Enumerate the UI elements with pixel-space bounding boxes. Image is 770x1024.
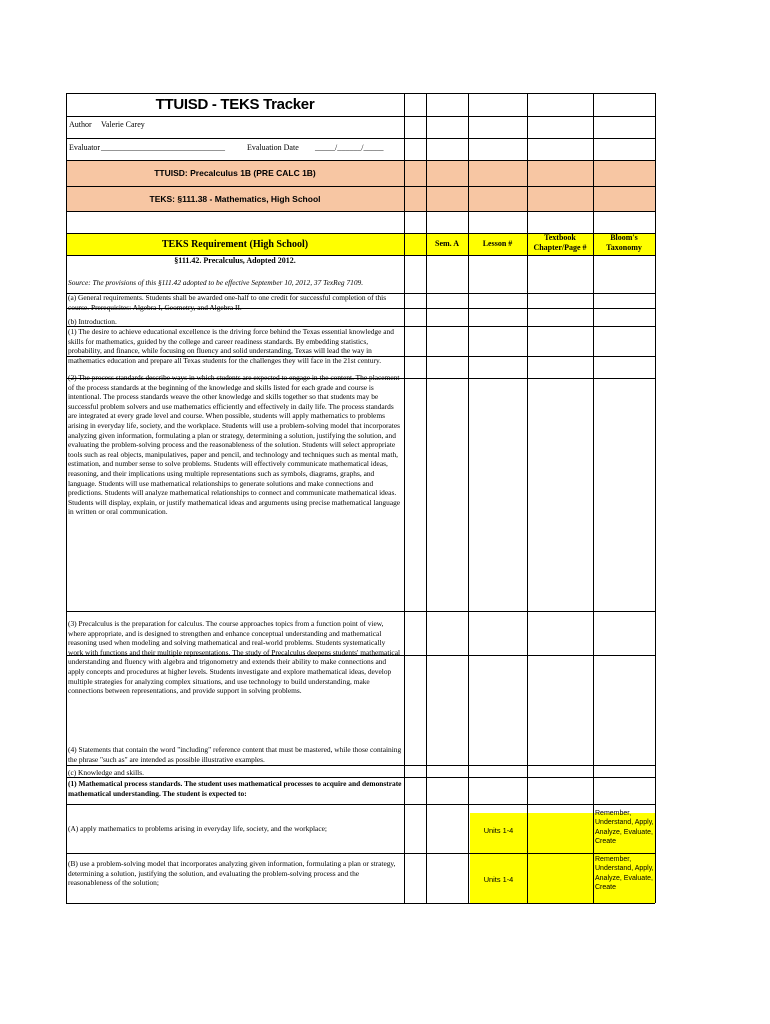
introduction-heading: (b) Introduction. — [68, 317, 117, 326]
evaluation-date-field[interactable]: _____/______/_____ — [315, 143, 384, 152]
introduction-paragraph-1: (1) The desire to achieve educational excellence is the driving force behind the Texas essential knowledge and skills for mathematics, guided by the college and career readiness standards. By embedding statistics, probability, and finance, while focusing on fluency and solid understanding, Texas will lead the way in mathematics education and prepare all Texas students for the challenges they will face in the 21st century. — [68, 327, 394, 365]
textbook-column-header: Textbook Chapter/Page # — [533, 233, 587, 252]
introduction-paragraph-2: (2) The process standards describe ways in which students are expected to engage in the content. The placement of the process standards at the beginning of the knowledge and skills listed for each grade and course is intentional. The process standards weave the other knowledge and skills together so that students may be successful problem solvers and use mathematics efficiently and effectively in daily life. The process standards are integrated at every grade level and course. When possible, students will apply mathematics to problems arising in everyday life, society, and the workplace. Students will use a problem-solving model that incorporates analyzing given information, formulating a plan or strategy, determining a solution, justifying the solution, and evaluating the problem-solving process and the reasonableness of the solution. Students will select appropriate tools such as real objects, manipulatives, paper and pencil, and technology and techniques such as mental math, estimation, and number sense to solve problems. Students will effectively communicate mathematical ideas, reasoning, and their implications using multiple representations such as symbols, diagrams, graphs, and language. Students will use mathematical relationships to generate solutions and make connections and predictions. Students will analyze mathematical relationships to connect and communicate mathematical ideas. Students will display, explain, or justify mathematical ideas and arguments using precise mathematical language in written or oral communication. — [68, 373, 401, 517]
introduction-paragraph-3: (3) Precalculus is the preparation for calculus. The course approaches topics from a function point of view, where appropriate, and is designed to strengthen and enhance conceptual understanding and mathematical reasoning used when modeling and solving mathematical and real-world problems. Students systematically work with functions and their multiple representations. The study of Precalculus deepens students' mathematical understanding and fluency with algebra and trigonometry and extends their ability to make connections and apply concepts and procedures at higher levels. Students investigate and explore mathematical ideas, develop multiple strategies for analyzing complex situations, and use technology to build understanding, make connections between representations, and provide support in solving problems. — [68, 619, 401, 696]
author-label: Author — [69, 120, 92, 129]
source-note: Source: The provisions of this §111.42 adopted to be effective September 10, 2012, 37 TexReg 7109. — [68, 278, 364, 287]
expectation-a: (A) apply mathematics to problems arising in everyday life, society, and the workplace; — [68, 824, 327, 833]
lesson-cell[interactable]: Units 1-4 — [483, 875, 514, 884]
general-requirements: (a) General requirements. Students shall be awarded one-half to one credit for successful completion of this course. Prerequisites: Algebra I, Geometry, and Algebra II. — [68, 293, 387, 312]
evaluator-field[interactable]: _______________________________ — [101, 143, 225, 152]
blooms-cell[interactable]: Remember, Understand, Apply, Analyze, Evaluate, Create — [595, 856, 654, 892]
introduction-paragraph-4: (4) Statements that contain the word "including" reference content that must be mastered, while those containing the phrase "such as" are intended as possible illustrative examples. — [68, 745, 402, 764]
teks-tracker-sheet — [66, 93, 655, 903]
course-banner: TTUISD: Precalculus 1B (PRE CALC 1B) — [154, 168, 316, 178]
section-heading: §111.42. Precalculus, Adopted 2012. — [174, 256, 296, 265]
teks-banner: TEKS: §111.38 - Mathematics, High School — [149, 194, 321, 204]
lesson-column-header: Lesson # — [482, 239, 513, 248]
sem-column-header: Sem. A — [435, 239, 459, 248]
page-title: TTUISD - TEKS Tracker — [155, 96, 315, 113]
requirement-column-header: TEKS Requirement (High School) — [161, 239, 309, 250]
evaluator-label: Evaluator — [69, 143, 101, 152]
blooms-cell[interactable]: Remember, Understand, Apply, Analyze, Evaluate, Create — [595, 810, 654, 846]
evaluation-date-label: Evaluation Date — [247, 143, 299, 152]
process-standards-heading: (1) Mathematical process standards. The student uses mathematical processes to acquire and demonstrate mathematical understanding. The student is expected to: — [68, 779, 402, 798]
blooms-column-header: Bloom's Taxonomy — [606, 233, 642, 252]
author-value: Valerie Carey — [101, 120, 145, 129]
knowledge-skills-heading: (c) Knowledge and skills. — [68, 768, 144, 777]
expectation-b: (B) use a problem-solving model that incorporates analyzing given information, formulating a plan or strategy, determining a solution, justifying the solution, and evaluating the problem-solving process and the reasonableness of the solution; — [68, 859, 396, 888]
lesson-cell[interactable]: Units 1-4 — [483, 826, 514, 835]
